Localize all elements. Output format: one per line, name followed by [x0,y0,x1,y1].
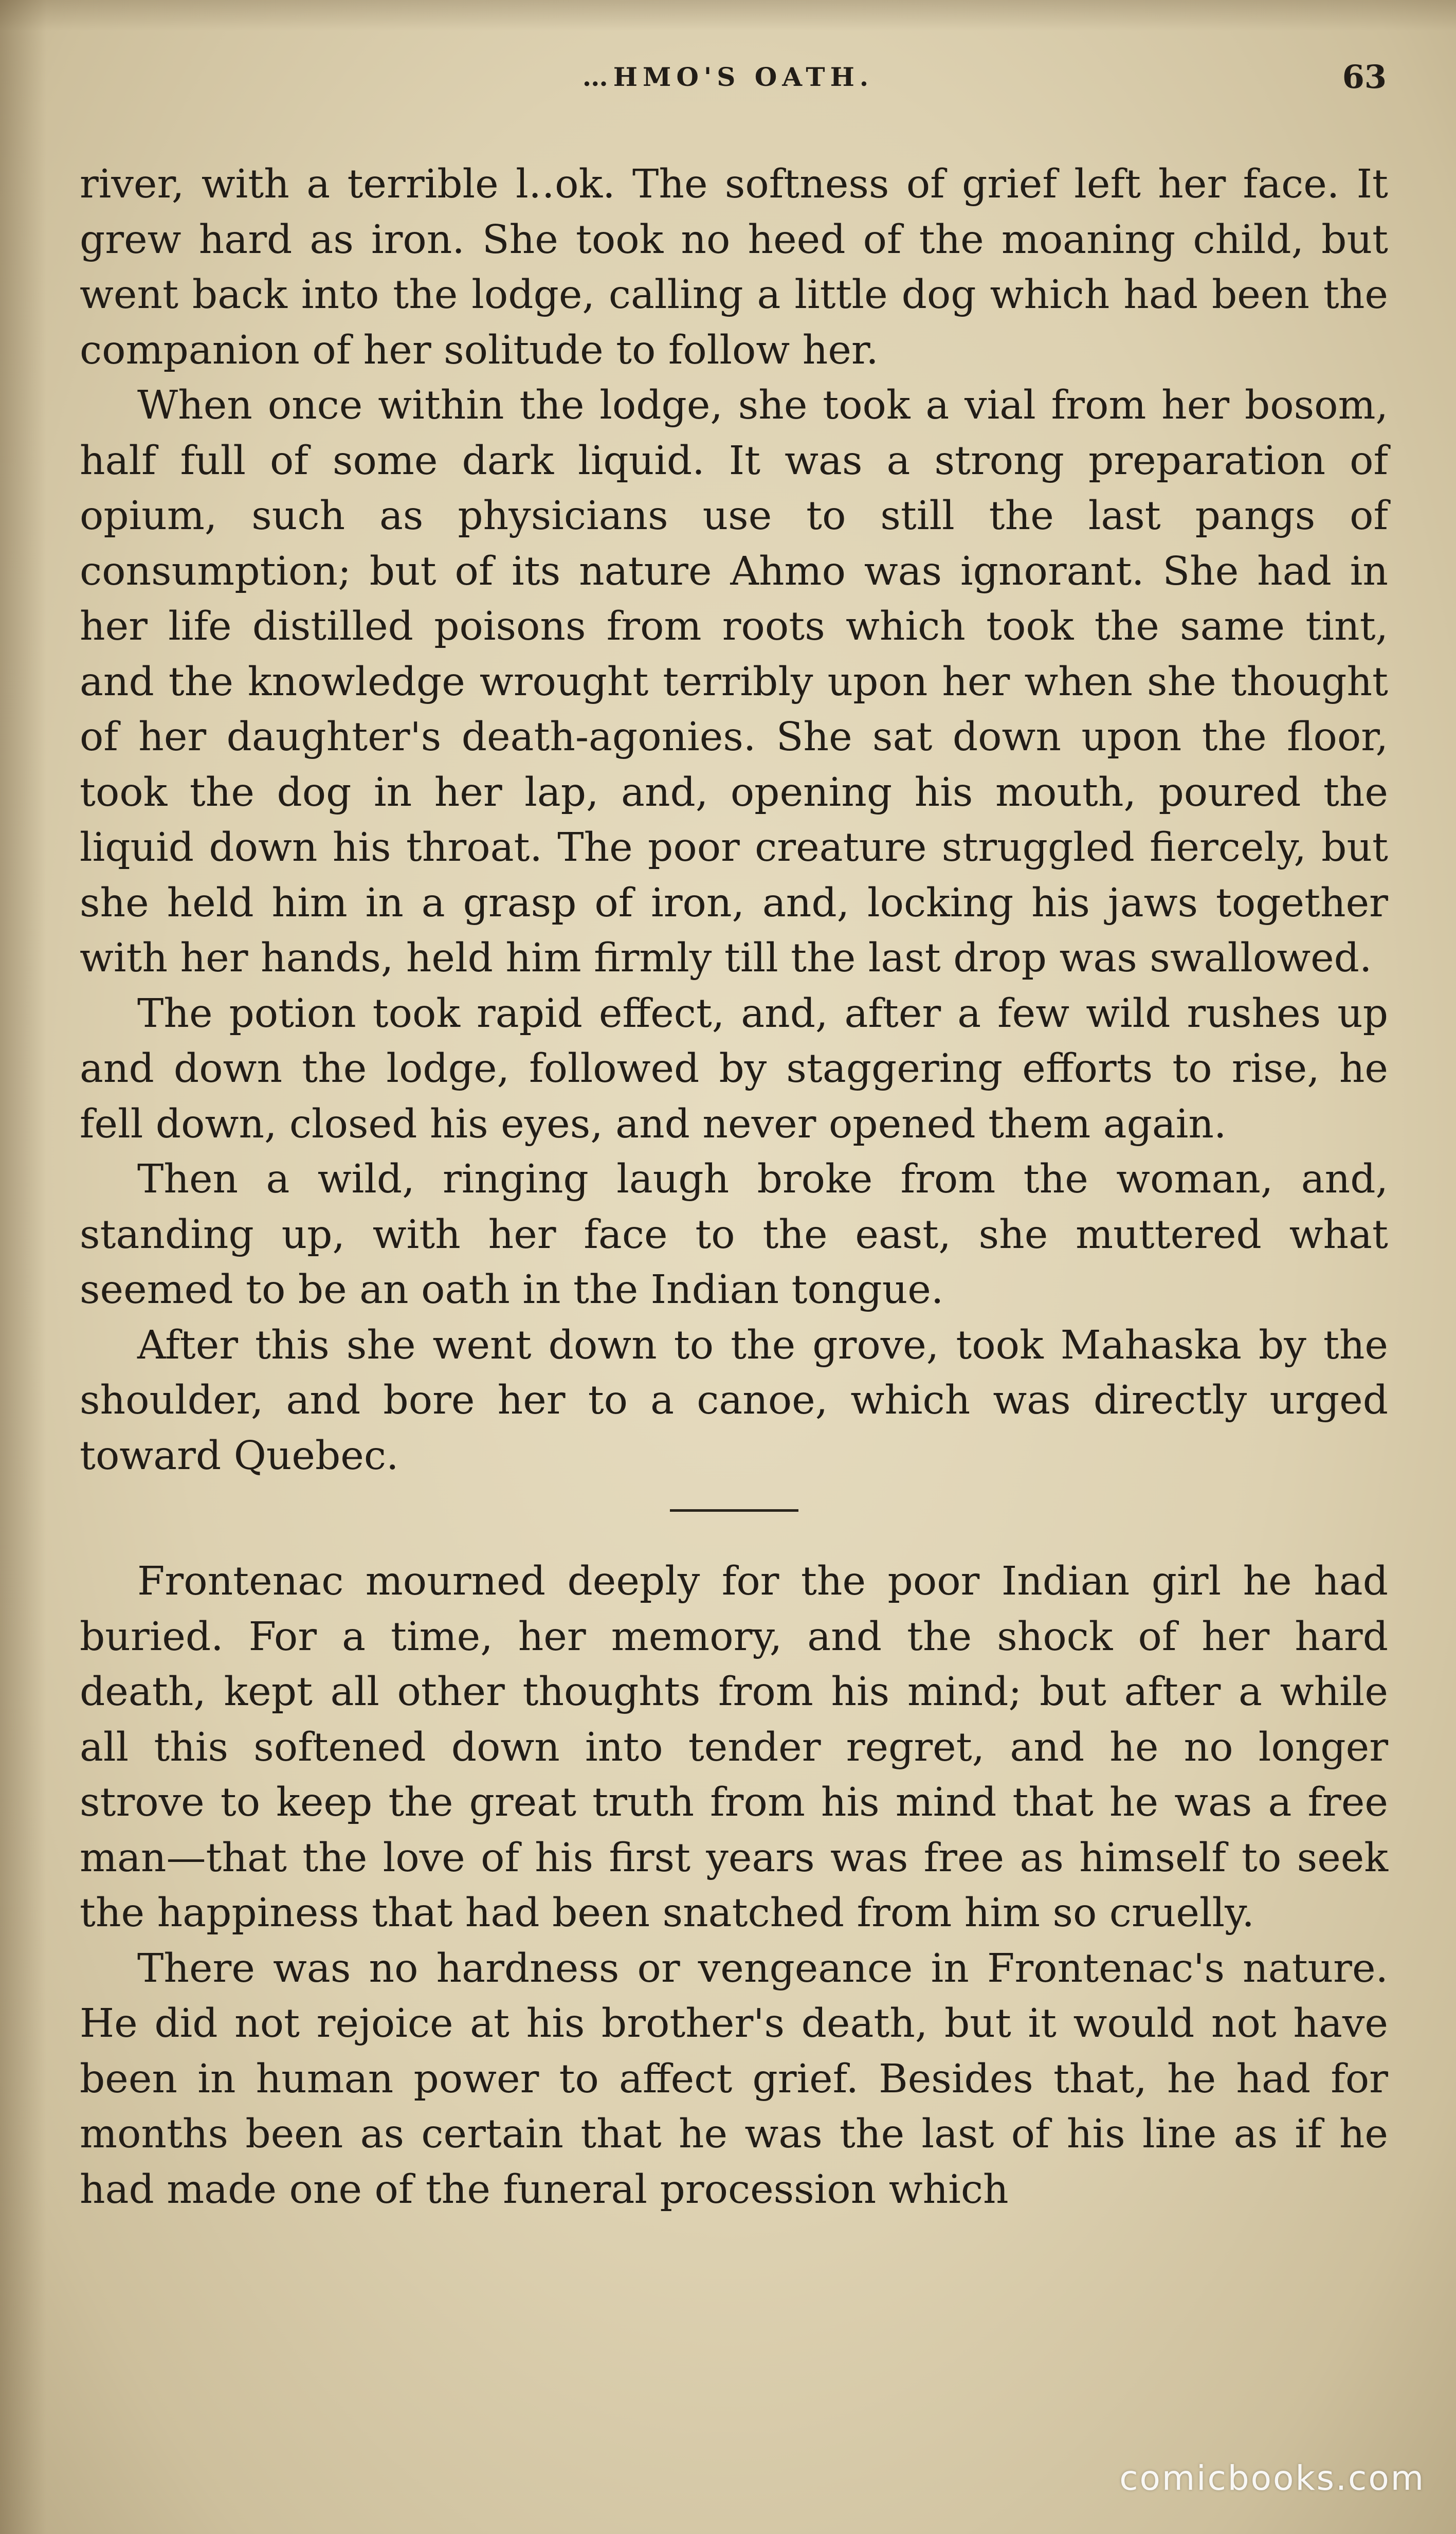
paragraph: After this she went down to the grove, took Mahaska by the shoulder, and bore her to a canoe, which was directly urged toward Quebec. [80,1322,1388,1479]
section-divider [670,1509,798,1512]
body-text [80,157,1388,2217]
running-title: …HMO'S OATH. [582,62,874,92]
page-number: 63 [1342,58,1387,96]
paragraph: There was no hardness or vengeance in Frontenac's nature. He did not rejoice at his brother's death, but it would not have been in human power to affect grief. Besides that, he had for months been as certain that he was the last of his line as if he had made one of the funeral procession which [80,1945,1388,2213]
paragraph: Frontenac mourned deeply for the poor Indian girl he had buried. For a time, her memory, and the shock of her hard death, kept all other thoughts from his mind; but after a while all this softened down into tender regret, and he no longer strove to keep the great truth from his mind that he was a free man—that the love of his first years was free as himself to seek the happiness that had been snatched from him so cruelly. [80,1559,1388,1936]
paragraph: The potion took rapid effect, and, after a few wild rushes up and down the lodge, followed by staggering efforts to rise, he fell down, closed his eyes, and never opened them again. [80,990,1388,1147]
paragraph: Then a wild, ringing laugh broke from the woman, and, standing up, with her face to the east, she muttered what seemed to be an oath in the Indian tongue. [80,1156,1388,1313]
paragraph: When once within the lodge, she took a vial from her bosom, half full of some dark liquid. It was a strong preparation of opium, such as physicians use to still the last pangs of consumption; but of its nature Ahmo was ignorant. She had in her life distilled poisons from roots which took the same tint, and the knowledge wrought terribly upon her when she thought of her daughter's death-agonies. She sat down upon the floor, took the dog in her lap, and, opening his mouth, poured the liquid down his throat. The poor creature struggled fiercely, but she held him in a grasp of iron, and, locking his jaws together with her hands, held him firmly till the last drop was swallowed. [80,383,1388,981]
paragraph-continued: river, with a terrible l‥ok. The softness of grief left her face. It grew hard as iron. She took no heed of the moaning child, but went back into the lodge, calling a little dog which had been the companion of her solitude to follow her. [80,161,1388,373]
watermark-logo: comicbooks.com [1119,2458,1425,2498]
running-header [0,57,1456,98]
